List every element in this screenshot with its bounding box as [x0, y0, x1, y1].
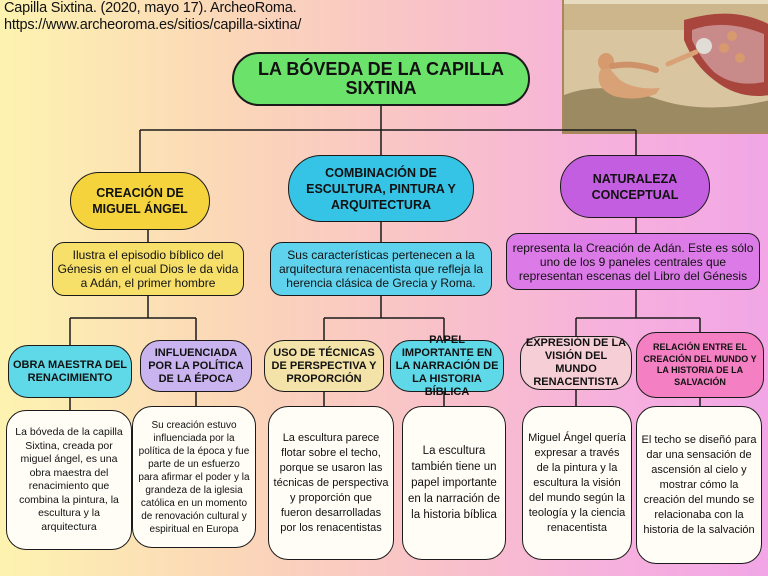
branch-naturaleza-description: [506, 233, 760, 290]
citation-source: Capilla Sixtina. (2020, mayo 17). ArcheoRoma.: [4, 0, 297, 16]
branch-naturaleza-heading: NATURALEZA CONCEPTUAL: [591, 171, 679, 202]
branch-creacion-heading: CREACIÓN DE MIGUEL ÁNGEL: [92, 186, 188, 216]
detail-vision-text: Miguel Ángel quería expresar a través de la pintura y la escultura la visión del mundo según la teología y la ciencia renacentista: [528, 431, 626, 534]
subtopic-relacion-heading: RELACIÓN ENTRE EL CREACIÓN DEL MUNDO Y LA HISTORIA DE LA SALVACIÓN: [643, 342, 757, 387]
subtopic-vision: [520, 336, 632, 390]
branch-combinacion-description: [270, 242, 492, 296]
branch-naturaleza: [560, 155, 710, 218]
branch-creacion-description-text: Ilustra el episodio bíblico del Génesis en el cual Dios le da vida a Adán, el primer hombre: [57, 248, 239, 290]
subtopic-obra-maestra-heading: OBRA MAESTRA DEL RENACIMIENTO: [12, 358, 128, 384]
detail-obra-maestra-text: La bóveda de la capilla Sixtina, creada por miguel ángel, es una obra maestra del renacimiento que combina la pintura, la escultura y la arquitectura: [15, 426, 123, 533]
branch-creacion: [70, 172, 210, 230]
detail-obra-maestra: [6, 410, 132, 550]
subtopic-vision-heading: EXPRESIÓN DE LA VISIÓN DEL MUNDO RENACENTISTA: [525, 337, 627, 388]
branch-creacion-description: [52, 242, 244, 296]
subtopic-perspectiva: [264, 340, 384, 392]
detail-perspectiva-text: La escultura parece flotar sobre el techo, porque se usaron las técnicas de perspectiva y proporción que fueron desarrolladas por los renacentistas: [273, 431, 389, 534]
diagram-title: [232, 52, 530, 106]
detail-relacion: [636, 406, 762, 564]
diagram-title-text: LA BÓVEDA DE LA CAPILLA SIXTINA: [258, 59, 504, 98]
branch-combinacion-description-text: Sus características pertenecen a la arquitectura renacentista que refleja la herencia clásica de Grecia y Roma.: [278, 248, 484, 290]
detail-influenciada-text: Su creación estuvo influenciada por la política de la época y fue parte de un esfuerzo para afirmar el poder y la grandeza de la iglesia católica en un momento de renovación cultural y espiritual en Europa: [138, 419, 250, 535]
detail-vision: [522, 406, 632, 560]
detail-perspectiva: [268, 406, 394, 560]
branch-combinacion: [288, 155, 474, 222]
subtopic-perspectiva-heading: USO DE TÉCNICAS DE PERSPECTIVA Y PROPORCIÓN: [271, 346, 377, 385]
subtopic-relacion: [636, 332, 764, 398]
subtopic-narracion-heading: PAPEL IMPORTANTE EN LA NARRACIÓN DE LA HISTORIA BÍBLICA: [395, 333, 499, 398]
subtopic-influenciada-heading: INFLUENCIADA POR LA POLÍTICA DE LA ÉPOCA: [148, 346, 244, 385]
branch-combinacion-heading: COMBINACIÓN DE ESCULTURA, PINTURA Y ARQUITECTURA: [306, 165, 456, 212]
citation-url: https://www.archeoroma.es/sitios/capilla-sixtina/: [4, 17, 302, 33]
detail-relacion-text: El techo se diseñó para dar una sensación de ascensión al cielo y mostrar cómo la creación del mundo se relacionaba con la historia de la salvación: [641, 433, 757, 536]
detail-narracion: [402, 406, 506, 560]
detail-narracion-text: La escultura también tiene un papel importante en la narración de la historia bíblica: [407, 445, 501, 521]
subtopic-narracion: [390, 333, 504, 398]
subtopic-obra-maestra: [8, 345, 132, 398]
subtopic-influenciada: [140, 340, 252, 392]
detail-influenciada: [132, 406, 256, 548]
branch-naturaleza-description-text: representa la Creación de Adán. Este es sólo uno de los 9 paneles centrales que representan escenas del Libro del Génesis: [512, 240, 754, 283]
